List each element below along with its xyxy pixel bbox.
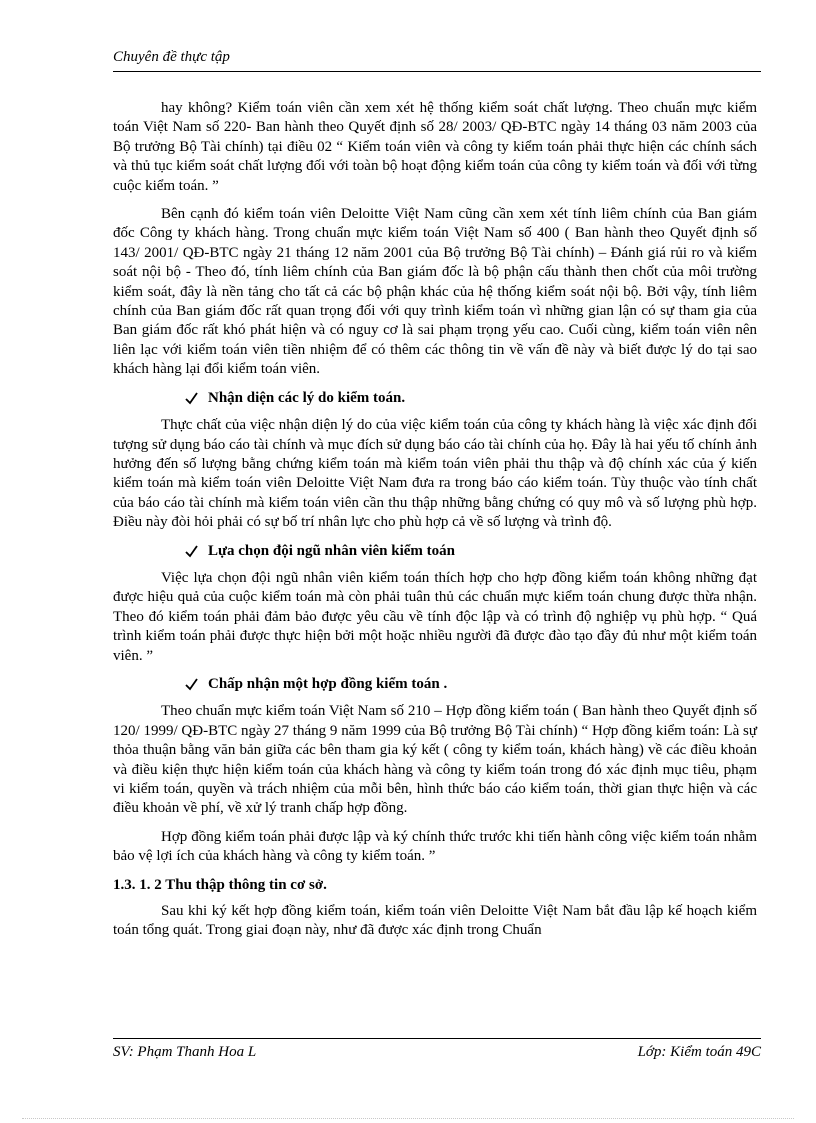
checkmark-icon xyxy=(185,678,198,691)
section-heading: 1.3. 1. 2 Thu thập thông tin cơ sở. xyxy=(113,876,327,893)
paragraph: hay không? Kiểm toán viên cần xem xét hệ thống kiểm soát chất lượng. Theo chuẩn mực kiểm toán Việt Nam số 220- Ban hành theo Quyết định số 28/ 2003/ QĐ-BTC ngày 14 tháng 03 năm 2003 của Bộ trưởng Bộ Tài chính) tại điều 02 “ Kiểm toán viên và công ty kiểm toán phải thực hiện các chính sách và thủ tục kiểm soát chất lượng đối với toàn bộ hoạt động kiểm toán của công ty kiểm toán và đối với từng cuộc kiểm toán. ” xyxy=(113,100,757,194)
heading-text: Nhận diện các lý do kiểm toán. xyxy=(208,389,406,406)
paragraph: Hợp đồng kiểm toán phải được lập và ký chính thức trước khi tiến hành công việc kiểm toán nhằm bảo vệ lợi ích của khách hàng và công ty kiểm toán. ” xyxy=(113,828,757,865)
paragraph: Việc lựa chọn đội ngũ nhân viên kiểm toán thích hợp cho hợp đồng kiểm toán không những đạt được hiệu quả của cuộc kiểm toán mà còn phải tuân thủ các chuẩn mực kiểm toán chung được thừa nhận. Theo đó kiểm toán phải đảm bảo được yêu cầu về tính độc lập và có trình độ nghiệp vụ phù hợp. “ Quá trình kiểm toán phải được thực hiện bởi một hoặc nhiều người đã được đào tạo đầy đủ như một kiểm toán viên. ” xyxy=(113,569,757,664)
page-bottom-divider xyxy=(22,1118,794,1119)
heading-text: Chấp nhận một hợp đồng kiểm toán . xyxy=(208,675,448,692)
paragraph: Theo chuẩn mực kiểm toán Việt Nam số 210 – Hợp đồng kiểm toán ( Ban hành theo Quyết định số 120/ 1999/ QĐ-BTC ngày 27 tháng 9 năm 1999 của Bộ trưởng Bộ Tài chính) “ Hợp đồng kiểm toán: Là sự thỏa thuận bằng văn bản giữa các bên tham gia ký kết ( công ty kiểm toán, khách hàng) về các điều khoản và điều kiện thực hiện kiểm toán của khách hàng và công ty kiểm toán trong đó xác định mục tiêu, phạm vi kiểm toán, quyền và trách nhiệm của mỗi bên, hình thức báo cáo kiểm toán, thời gian thực hiện và các điều khoản về phí, về xử lý tranh chấp hợp đồng. xyxy=(113,703,757,817)
checklist-heading xyxy=(113,675,757,694)
paragraph: Bên cạnh đó kiểm toán viên Deloitte Việt Nam cũng cần xem xét tính liêm chính của Ban giám đốc Công ty khách hàng. Trong chuẩn mực kiểm toán Việt Nam số 400 ( Ban hành theo Quyết định số 143/ 2001/ QĐ-BTC ngày 21 tháng 12 năm 2001 của Bộ trưởng Bộ Tài chính) – Đánh giá rủi ro và kiểm soát nội bộ - Theo đó, tính liêm chính của Ban giám đốc là bộ phận cấu thành then chốt của môi trường kiểm soát, đây là nền tảng cho tất cả các bộ phận khác của hệ thống kiểm soát nội bộ. Bởi vậy, tính liêm chính của Ban giám đốc rất quan trọng đối với quy trình kiểm toán vì những gian lận có sự tham gia của Ban giám đốc rất khó phát hiện và có nguy cơ là sai phạm trọng yếu cao. Cuối cùng, kiểm toán viên nên liên lạc với kiểm toán viên tiền nhiệm để có thêm các thông tin về vấn đề này và biết được lý do tại sao khách hàng lại đổi kiểm toán viên. xyxy=(113,206,757,378)
header-title: Chuyên đề thực tập xyxy=(113,49,230,65)
document-body xyxy=(113,99,757,950)
page-footer xyxy=(113,1038,761,1061)
paragraph: Thực chất của việc nhận diện lý do của việc kiểm toán của công ty khách hàng là việc xác định đối tượng sử dụng báo cáo tài chính và mục đích sử dụng báo cáo tài chính của họ. Đây là hai yếu tố chính ảnh hưởng đến số lượng bằng chứng kiểm toán mà kiểm toán viên phải thu thập và độ chính xác của ý kiến kiểm toán mà kiểm toán viên Deloitte Việt Nam đưa ra trong báo cáo kiểm toán. Tùy thuộc vào tính chất của báo cáo tài chính mà kiểm toán viên cần thu thập những bằng chứng có quy mô và số lượng phù hợp. Điều này đòi hỏi phải có sự bố trí nhân lực cho phù hợp cả về số lượng và trình độ. xyxy=(113,417,757,531)
paragraph: Sau khi ký kết hợp đồng kiểm toán, kiểm toán viên Deloitte Việt Nam bắt đầu lập kế hoạch kiểm toán tổng quát. Trong giai đoạn này, như đã được xác định trong Chuẩn xyxy=(113,903,757,939)
footer-class: Lớp: Kiểm toán 49C xyxy=(637,1044,761,1060)
footer-student: SV: Phạm Thanh Hoa L xyxy=(113,1044,257,1060)
checkmark-icon xyxy=(185,545,198,558)
page-header xyxy=(113,48,761,72)
heading-text: Lựa chọn đội ngũ nhân viên kiểm toán xyxy=(208,542,455,559)
checklist-heading xyxy=(113,542,757,561)
checklist-heading xyxy=(113,389,757,408)
checkmark-icon xyxy=(185,392,198,405)
